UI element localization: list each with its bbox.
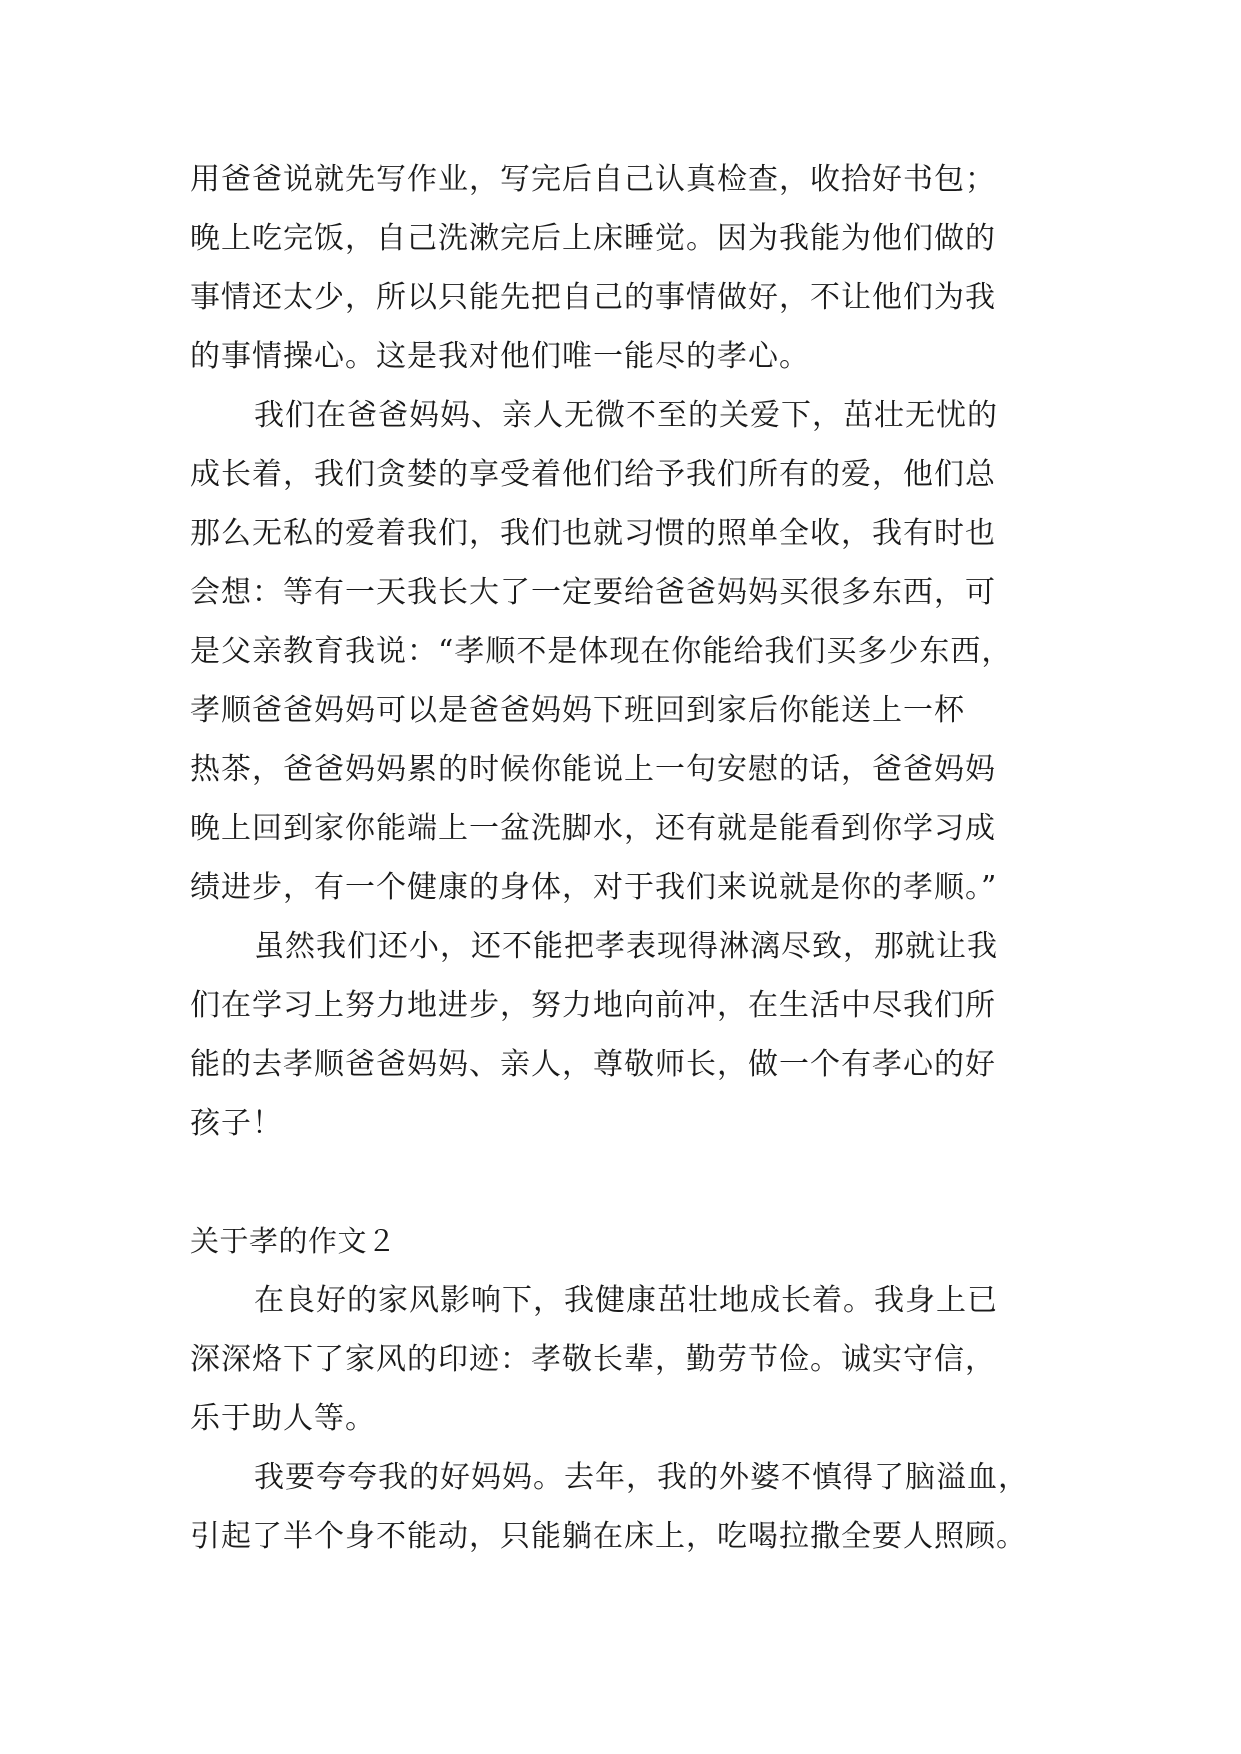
text-line: 热茶，爸爸妈妈累的时候你能说上一句安慰的话，爸爸妈妈 — [190, 752, 996, 787]
paragraph — [190, 150, 1060, 386]
section-spacer — [190, 1153, 1060, 1212]
text-line: 晚上回到家你能端上一盆洗脚水，还有就是能看到你学习成 — [190, 811, 996, 846]
text-line: 那么无私的爱着我们，我们也就习惯的照单全收，我有时也 — [190, 516, 996, 551]
text-line: 深深烙下了家风的印迹：孝敬长辈，勤劳节俭。诚实守信， — [190, 1342, 996, 1377]
text-line: 孝顺爸爸妈妈可以是爸爸妈妈下班回到家后你能送上一杯 — [190, 693, 965, 728]
paragraph — [190, 386, 1060, 917]
text-line: 用爸爸说就先写作业，写完后自己认真检查，收拾好书包； — [190, 162, 996, 197]
text-line: 会想：等有一天我长大了一定要给爸爸妈妈买很多东西，可 — [190, 575, 996, 610]
paragraph — [190, 917, 1060, 1153]
text-line: 孩子！ — [190, 1106, 283, 1141]
text-line: 乐于助人等。 — [190, 1401, 376, 1436]
text-line: 我们在爸爸妈妈、亲人无微不至的关爱下，茁壮无忧的 — [254, 398, 998, 433]
paragraph — [190, 1271, 1060, 1448]
document-page — [190, 150, 1060, 1566]
paragraph — [190, 1448, 1060, 1566]
text-line: 在良好的家风影响下，我健康茁壮地成长着。我身上已 — [254, 1283, 998, 1318]
text-line: 是父亲教育我说：“孝顺不是体现在你能给我们买多少东西， — [190, 634, 1013, 669]
text-line: 事情还太少，所以只能先把自己的事情做好，不让他们为我 — [190, 280, 996, 315]
text-line: 们在学习上努力地进步，努力地向前冲，在生活中尽我们所 — [190, 988, 996, 1023]
text-line: 虽然我们还小，还不能把孝表现得淋漓尽致，那就让我 — [254, 929, 998, 964]
text-line: 绩进步，有一个健康的身体，对于我们来说就是你的孝顺。” — [190, 870, 998, 905]
text-line: 的事情操心。这是我对他们唯一能尽的孝心。 — [190, 339, 810, 374]
text-line: 引起了半个身不能动，只能躺在床上，吃喝拉撒全要人照顾。 — [190, 1519, 1027, 1554]
text-line: 晚上吃完饭，自己洗漱完后上床睡觉。因为我能为他们做的 — [190, 221, 996, 256]
section-heading: 关于孝的作文２ — [190, 1224, 397, 1258]
text-line: 我要夸夸我的好妈妈。去年，我的外婆不慎得了脑溢血， — [254, 1460, 1029, 1495]
text-line: 能的去孝顺爸爸妈妈、亲人，尊敬师长，做一个有孝心的好 — [190, 1047, 996, 1082]
text-line: 成长着，我们贪婪的享受着他们给予我们所有的爱，他们总 — [190, 457, 996, 492]
